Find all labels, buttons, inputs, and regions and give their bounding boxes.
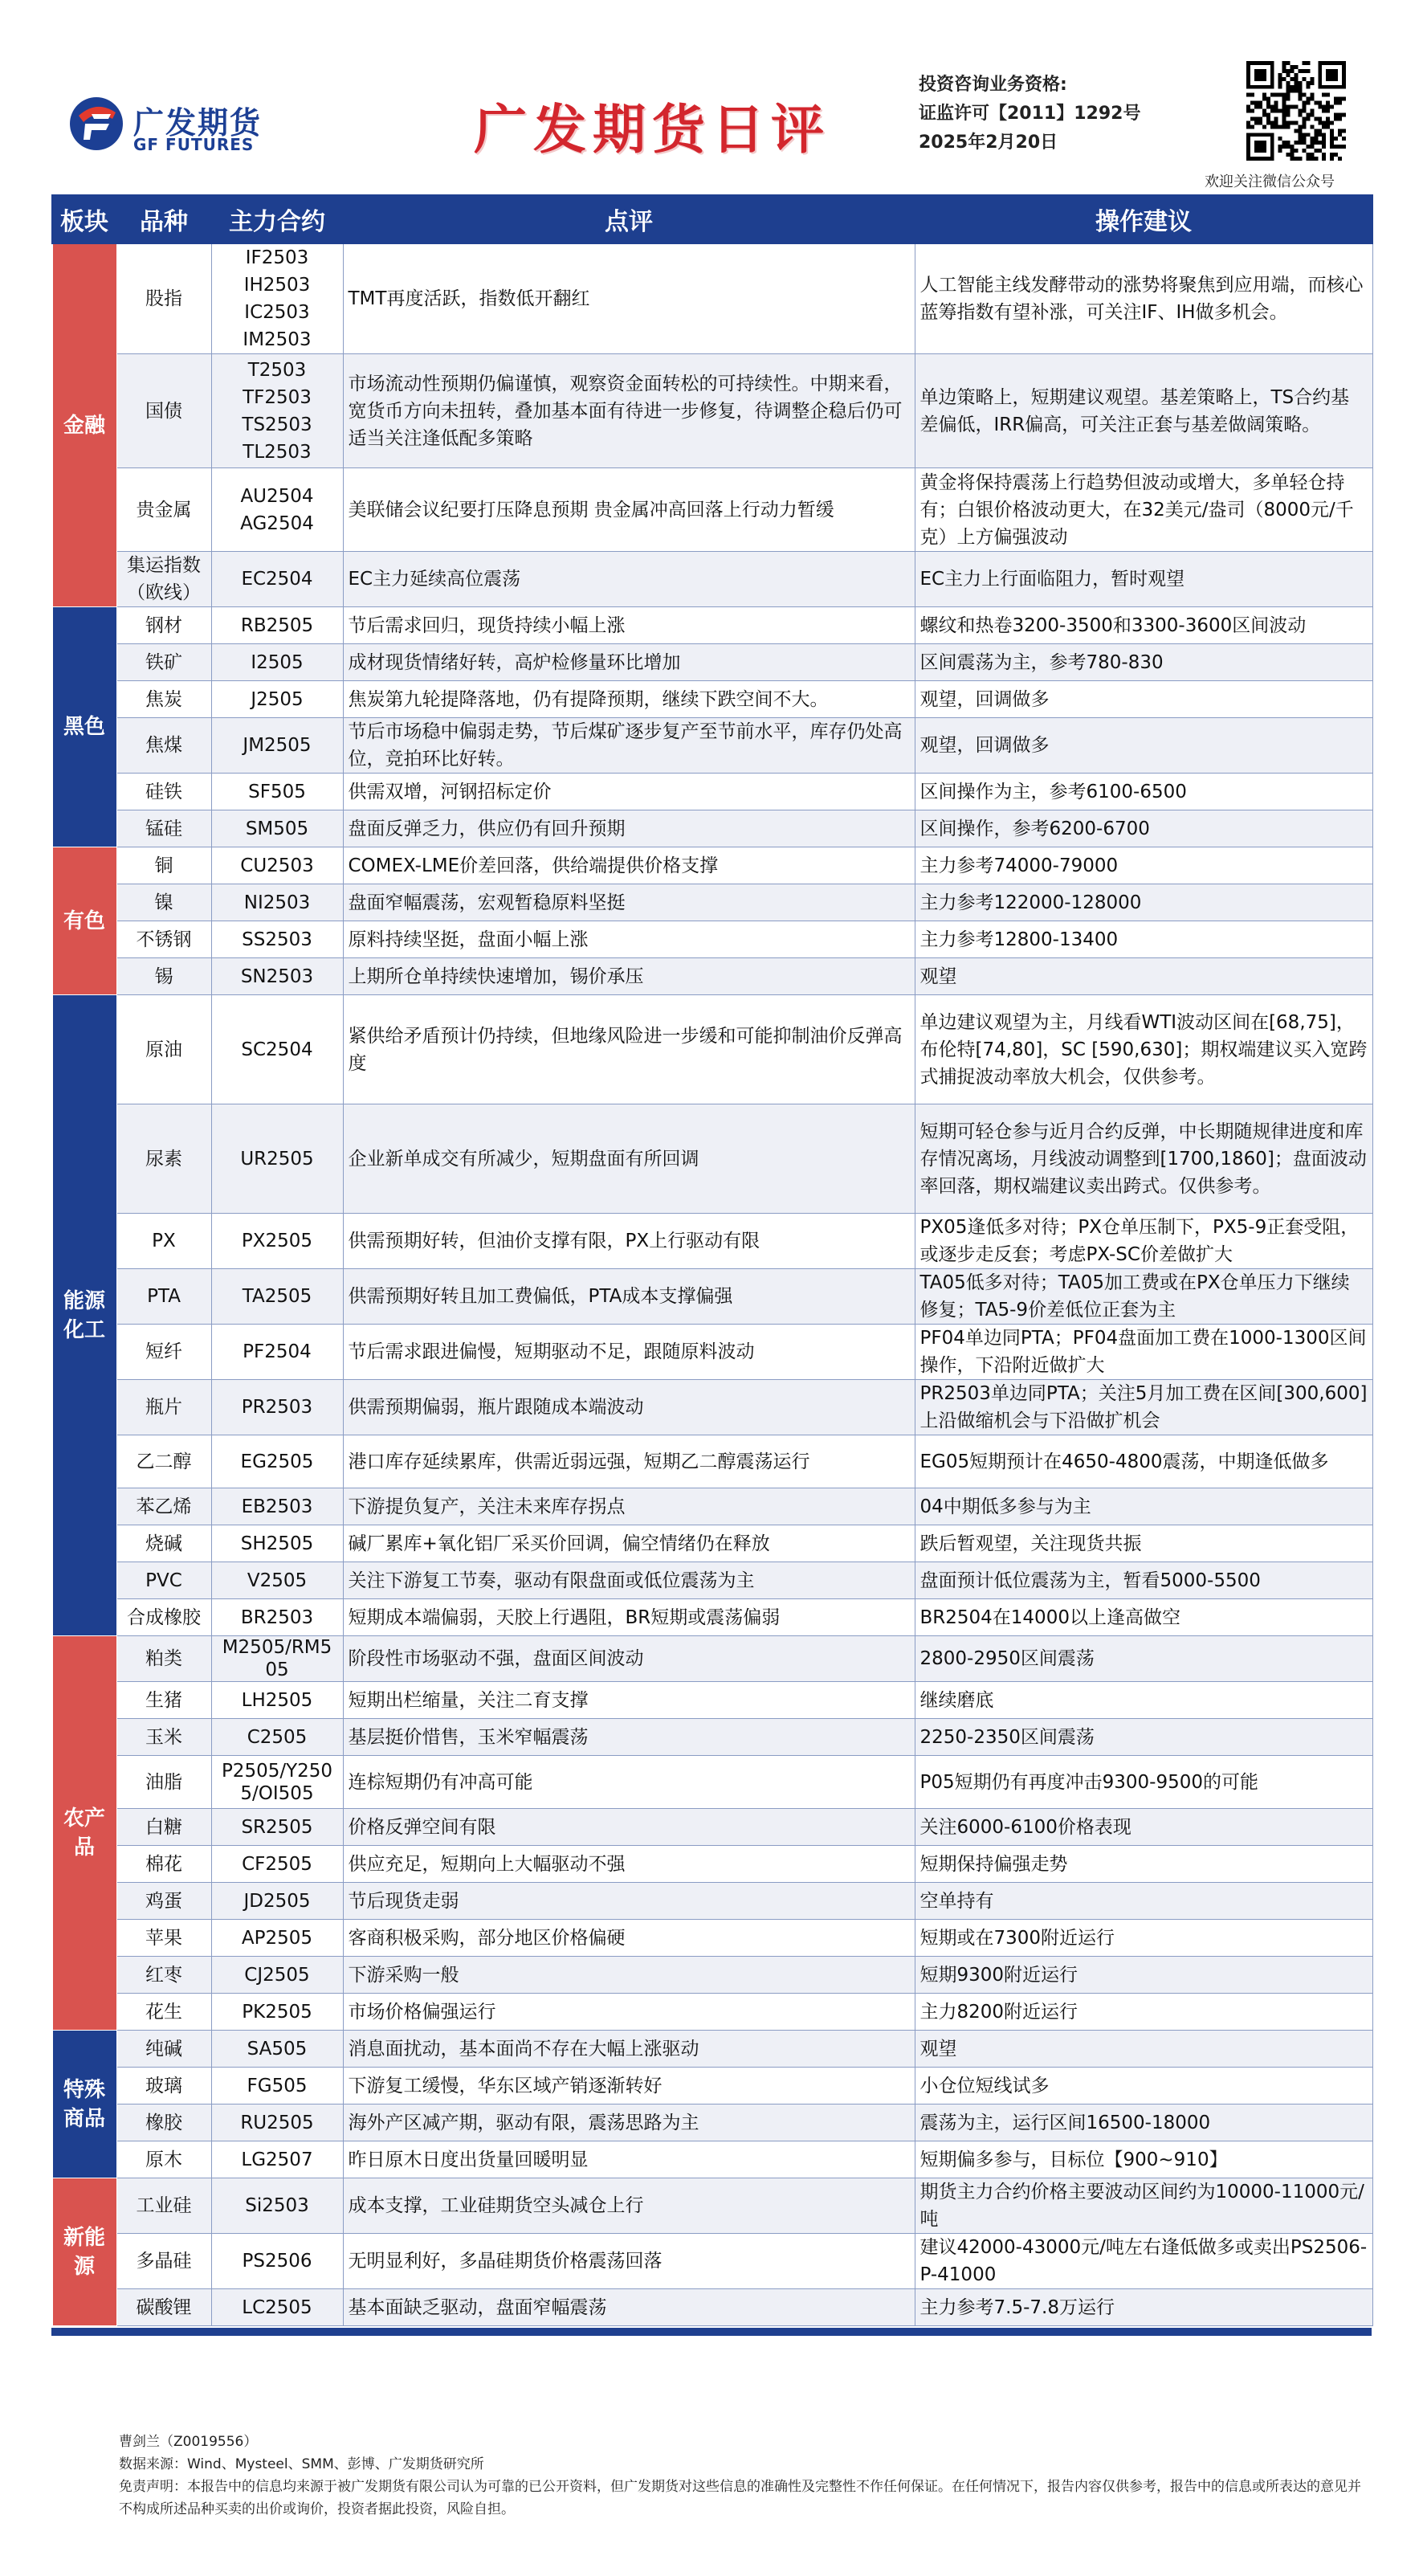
table-row xyxy=(52,847,1372,884)
variety-cell: 粕类 xyxy=(116,1636,211,1682)
advice-cell: 观望 xyxy=(915,958,1372,995)
report-header xyxy=(0,0,1423,193)
comment-cell: 成本支撑，工业硅期货空头减仓上行 xyxy=(343,2178,915,2234)
comment-cell: 供应充足，短期向上大幅驱动不强 xyxy=(343,1846,915,1883)
variety-cell: 焦炭 xyxy=(116,681,211,718)
comment-cell: 供需预期好转，但油价支撑有限，PX上行驱动有限 xyxy=(343,1214,915,1269)
table-row xyxy=(52,1488,1372,1525)
table-row xyxy=(52,1525,1372,1562)
comment-cell: 价格反弹空间有限 xyxy=(343,1809,915,1846)
comment-cell: 供需双增，河钢招标定价 xyxy=(343,774,915,810)
disclaimer: 免责声明：本报告中的信息均来源于被广发期货有限公司认为可靠的已公开资料，但广发期货对这些信息的准确性及完整性不作任何保证。在任何情况下，报告内容仅供参考，报告中的信息或所表达的意见并不构成所述品种买卖的出价或询价，投资者据此投资，风险自担。 xyxy=(119,2479,1361,2517)
comment-cell: 成材现货情绪好转，高炉检修量环比增加 xyxy=(343,644,915,681)
table-row xyxy=(52,1599,1372,1636)
advice-cell: 单边建议观望为主，月线看WTI波动区间在[68,75]，布伦特[74,80]，SC [590,630]；期权端建议买入宽跨式捕捉波动率放大机会，仅供参考。 xyxy=(915,995,1372,1104)
comment-cell: 基层挺价惜售，玉米窄幅震荡 xyxy=(343,1719,915,1756)
advice-cell: 建议42000-43000元/吨左右逢低做多或卖出PS2506-P-41000 xyxy=(915,2234,1372,2289)
variety-cell: 玉米 xyxy=(116,1719,211,1756)
table-row xyxy=(52,2141,1372,2178)
advice-cell: 跌后暂观望，关注现货共振 xyxy=(915,1525,1372,1562)
contract-cell: P2505/Y2505/OI505 xyxy=(211,1756,343,1809)
advice-cell: EG05短期预计在4650-4800震荡，中期逢低做多 xyxy=(915,1435,1372,1488)
advice-cell: 短期偏多参与，目标位【900~910】 xyxy=(915,2141,1372,2178)
comment-cell: 美联储会议纪要打压降息预期 贵金属冲高回落上行动力暂缓 xyxy=(343,468,915,552)
contract-cell: PS2506 xyxy=(211,2234,343,2289)
advice-cell: 区间操作为主，参考6100-6500 xyxy=(915,774,1372,810)
comment-cell: 市场流动性预期仍偏谨慎，观察资金面转松的可持续性。中期来看，宽货币方向未扭转，叠加基本面有待进一步修复，待调整企稳后仍可适当关注逢低配多策略 xyxy=(343,354,915,468)
variety-cell: 苯乙烯 xyxy=(116,1488,211,1525)
comment-cell: 关注下游复工节奏，驱动有限盘面或低位震荡为主 xyxy=(343,1562,915,1599)
sector-cell: 特殊商品 xyxy=(52,2031,116,2178)
table-row xyxy=(52,2031,1372,2068)
table-row xyxy=(52,1380,1372,1435)
comment-cell: 客商积极采购，部分地区价格偏硬 xyxy=(343,1920,915,1957)
col-header-sector: 板块 xyxy=(52,195,116,243)
contract-cell: M2505/RM505 xyxy=(211,1636,343,1682)
advice-cell: 关注6000-6100价格表现 xyxy=(915,1809,1372,1846)
advice-cell: 2250-2350区间震荡 xyxy=(915,1719,1372,1756)
col-header-advice: 操作建议 xyxy=(915,195,1372,243)
comment-cell: 下游采购一般 xyxy=(343,1957,915,1994)
advice-cell: 短期保持偏强走势 xyxy=(915,1846,1372,1883)
variety-cell: 铜 xyxy=(116,847,211,884)
contract-cell: RB2505 xyxy=(211,607,343,644)
advice-cell: 04中期低多参与为主 xyxy=(915,1488,1372,1525)
variety-cell: 焦煤 xyxy=(116,718,211,774)
report-date: 2025年2月20日 xyxy=(919,133,1058,153)
sector-cell: 农产品 xyxy=(52,1636,116,2031)
variety-cell: 原木 xyxy=(116,2141,211,2178)
variety-cell: 锡 xyxy=(116,958,211,995)
variety-cell: 橡胶 xyxy=(116,2104,211,2141)
table-row xyxy=(52,1682,1372,1719)
table-row xyxy=(52,2068,1372,2104)
comment-cell: 港口库存延续累库，供需近弱远强，短期乙二醇震荡运行 xyxy=(343,1435,915,1488)
contract-cell: EC2504 xyxy=(211,552,343,607)
table-row xyxy=(52,2234,1372,2289)
advice-cell: 空单持有 xyxy=(915,1883,1372,1920)
contract-cell: CU2503 xyxy=(211,847,343,884)
advice-cell: 盘面预计低位震荡为主，暂看5000-5500 xyxy=(915,1562,1372,1599)
table-row xyxy=(52,354,1372,468)
variety-cell: 红枣 xyxy=(116,1957,211,1994)
table-row xyxy=(52,1719,1372,1756)
comment-cell: 碱厂累库+氧化铝厂采买价回调，偏空情绪仍在释放 xyxy=(343,1525,915,1562)
table-row xyxy=(52,2289,1372,2326)
report-footer xyxy=(119,2431,1372,2521)
table-row xyxy=(52,810,1372,847)
col-header-comment: 点评 xyxy=(343,195,915,243)
gf-logo-icon xyxy=(67,95,125,153)
contract-cell: JM2505 xyxy=(211,718,343,774)
comment-cell: 盘面反弹乏力，供应仍有回升预期 xyxy=(343,810,915,847)
contract-cell: FG505 xyxy=(211,2068,343,2104)
comment-cell: 短期成本端偏弱，天胶上行遇阻，BR短期或震荡偏弱 xyxy=(343,1599,915,1636)
table-row xyxy=(52,681,1372,718)
comment-cell: 海外产区减产期，驱动有限，震荡思路为主 xyxy=(343,2104,915,2141)
contract-cell: CJ2505 xyxy=(211,1957,343,1994)
advice-cell: PR2503单边同PTA；关注5月加工费在区间[300,600]上沿做缩机会与下沿做扩机会 xyxy=(915,1380,1372,1435)
advice-cell: 主力参考122000-128000 xyxy=(915,884,1372,921)
comment-cell: 节后现货走弱 xyxy=(343,1883,915,1920)
qualification-info xyxy=(919,71,1140,157)
variety-cell: 白糖 xyxy=(116,1809,211,1846)
advice-cell: BR2504在14000以上逢高做空 xyxy=(915,1599,1372,1636)
gf-logo xyxy=(67,95,268,159)
comment-cell: 无明显利好，多晶硅期货价格震荡回落 xyxy=(343,2234,915,2289)
advice-cell: 短期可轻仓参与近月合约反弹，中长期随规律进度和库存情况离场，月线波动调整到[1700,1860]；盘面波动率回落，期权端建议卖出跨式。仅供参考。 xyxy=(915,1104,1372,1214)
contract-cell: PK2505 xyxy=(211,1994,343,2031)
comment-cell: 阶段性市场驱动不强，盘面区间波动 xyxy=(343,1636,915,1682)
table-row xyxy=(52,1994,1372,2031)
advice-cell: 继续磨底 xyxy=(915,1682,1372,1719)
table-bottom-bar xyxy=(51,2328,1372,2336)
comment-cell: 短期出栏缩量，关注二育支撑 xyxy=(343,1682,915,1719)
contract-cell: JD2505 xyxy=(211,1883,343,1920)
table-row xyxy=(52,607,1372,644)
comment-cell: 原料持续坚挺，盘面小幅上涨 xyxy=(343,921,915,958)
analyst-name: 曹剑兰（Z0019556） xyxy=(119,2434,258,2450)
contract-cell: IF2503 IH2503 IC2503 IM2503 xyxy=(211,243,343,354)
variety-cell: 锰硅 xyxy=(116,810,211,847)
advice-cell: 小仓位短线试多 xyxy=(915,2068,1372,2104)
variety-cell: 棉花 xyxy=(116,1846,211,1883)
contract-cell: SH2505 xyxy=(211,1525,343,1562)
contract-cell: C2505 xyxy=(211,1719,343,1756)
contract-cell: PX2505 xyxy=(211,1214,343,1269)
table-row xyxy=(52,1104,1372,1214)
variety-cell: PTA xyxy=(116,1269,211,1325)
variety-cell: 油脂 xyxy=(116,1756,211,1809)
table-row xyxy=(52,718,1372,774)
advice-cell: 短期9300附近运行 xyxy=(915,1957,1372,1994)
table-row xyxy=(52,995,1372,1104)
comment-cell: 节后市场稳中偏弱走势，节后煤矿逐步复产至节前水平，库存仍处高位，竞拍环比好转。 xyxy=(343,718,915,774)
comment-cell: COMEX-LME价差回落，供给端提供价格支撑 xyxy=(343,847,915,884)
variety-cell: 尿素 xyxy=(116,1104,211,1214)
variety-cell: 工业硅 xyxy=(116,2178,211,2234)
qr-caption: 欢迎关注微信公众号 xyxy=(1205,174,1335,190)
table-row xyxy=(52,1269,1372,1325)
advice-cell: TA05低多对待；TA05加工费或在PX仓单压力下继续修复；TA5-9价差低位正套为主 xyxy=(915,1269,1372,1325)
sector-cell: 新能源 xyxy=(52,2178,116,2326)
contract-cell: SN2503 xyxy=(211,958,343,995)
variety-cell: 瓶片 xyxy=(116,1380,211,1435)
table-row xyxy=(52,884,1372,921)
variety-cell: PX xyxy=(116,1214,211,1269)
comment-cell: EC主力延续高位震荡 xyxy=(343,552,915,607)
variety-cell: 贵金属 xyxy=(116,468,211,552)
advice-cell: 区间操作，参考6200-6700 xyxy=(915,810,1372,847)
page-title: 广发期货日评 xyxy=(474,99,830,161)
table-row xyxy=(52,1562,1372,1599)
table-row xyxy=(52,1636,1372,1682)
contract-cell: SC2504 xyxy=(211,995,343,1104)
comment-cell: 供需预期好转且加工费偏低，PTA成本支撑偏强 xyxy=(343,1269,915,1325)
contract-cell: RU2505 xyxy=(211,2104,343,2141)
table-row xyxy=(52,243,1372,354)
comment-cell: 市场价格偏强运行 xyxy=(343,1994,915,2031)
table-row xyxy=(52,1883,1372,1920)
contract-cell: NI2503 xyxy=(211,884,343,921)
col-header-variety: 品种 xyxy=(116,195,211,243)
qualification-label: 投资咨询业务资格: xyxy=(919,75,1067,95)
variety-cell: 集运指数（欧线） xyxy=(116,552,211,607)
table-row xyxy=(52,2178,1372,2234)
comment-cell: 企业新单成交有所减少，短期盘面有所回调 xyxy=(343,1104,915,1214)
table-row xyxy=(52,552,1372,607)
table-row xyxy=(52,1325,1372,1380)
variety-cell: PVC xyxy=(116,1562,211,1599)
wechat-qr-code xyxy=(1246,61,1346,161)
variety-cell: 碳酸锂 xyxy=(116,2289,211,2326)
advice-cell: 2800-2950区间震荡 xyxy=(915,1636,1372,1682)
comment-cell: 下游提负复产，关注未来库存拐点 xyxy=(343,1488,915,1525)
variety-cell: 烧碱 xyxy=(116,1525,211,1562)
contract-cell: I2505 xyxy=(211,644,343,681)
advice-cell: 震荡为主，运行区间16500-18000 xyxy=(915,2104,1372,2141)
license-number: 证监许可【2011】1292号 xyxy=(919,104,1141,124)
table-row xyxy=(52,1756,1372,1809)
table-row xyxy=(52,958,1372,995)
contract-cell: SS2503 xyxy=(211,921,343,958)
contract-cell: SR2505 xyxy=(211,1809,343,1846)
contract-cell: SA505 xyxy=(211,2031,343,2068)
advice-cell: EC主力上行面临阻力，暂时观望 xyxy=(915,552,1372,607)
table-row xyxy=(52,1957,1372,1994)
variety-cell: 国债 xyxy=(116,354,211,468)
variety-cell: 鸡蛋 xyxy=(116,1883,211,1920)
contract-cell: LH2505 xyxy=(211,1682,343,1719)
advice-cell: 螺纹和热卷3200-3500和3300-3600区间波动 xyxy=(915,607,1372,644)
comment-cell: 供需预期偏弱，瓶片跟随成本端波动 xyxy=(343,1380,915,1435)
contract-cell: SM505 xyxy=(211,810,343,847)
table-row xyxy=(52,1214,1372,1269)
logo-text-cn: 广发期货 xyxy=(133,105,263,141)
contract-cell: AP2505 xyxy=(211,1920,343,1957)
variety-cell: 短纤 xyxy=(116,1325,211,1380)
variety-cell: 合成橡胶 xyxy=(116,1599,211,1636)
advice-cell: 期货主力合约价格主要波动区间约为10000-11000元/吨 xyxy=(915,2178,1372,2234)
table-row xyxy=(52,1435,1372,1488)
logo-text-en: GF FUTURES xyxy=(133,135,255,154)
variety-cell: 硅铁 xyxy=(116,774,211,810)
comment-cell: 紧供给矛盾预计仍持续，但地缘风险进一步缓和可能抑制油价反弹高度 xyxy=(343,995,915,1104)
advice-cell: 单边策略上，短期建议观望。基差策略上，TS合约基差偏低，IRR偏高，可关注正套与基差做阔策略。 xyxy=(915,354,1372,468)
sector-cell: 能源化工 xyxy=(52,995,116,1636)
variety-cell: 多晶硅 xyxy=(116,2234,211,2289)
comment-cell: 下游复工缓慢，华东区域产销逐渐转好 xyxy=(343,2068,915,2104)
contract-cell: LC2505 xyxy=(211,2289,343,2326)
variety-cell: 原油 xyxy=(116,995,211,1104)
comment-cell: 上期所仓单持续快速增加，锡价承压 xyxy=(343,958,915,995)
variety-cell: 不锈钢 xyxy=(116,921,211,958)
variety-cell: 乙二醇 xyxy=(116,1435,211,1488)
variety-cell: 镍 xyxy=(116,884,211,921)
table-row xyxy=(52,644,1372,681)
variety-cell: 玻璃 xyxy=(116,2068,211,2104)
table-header-row xyxy=(52,195,1372,243)
contract-cell: TA2505 xyxy=(211,1269,343,1325)
commentary-table xyxy=(51,194,1372,2326)
advice-cell: PF04单边同PTA；PF04盘面加工费在1000-1300区间操作，下沿附近做扩大 xyxy=(915,1325,1372,1380)
comment-cell: TMT再度活跃，指数低开翻红 xyxy=(343,243,915,354)
sector-cell: 有色 xyxy=(52,847,116,995)
variety-cell: 纯碱 xyxy=(116,2031,211,2068)
comment-cell: 盘面窄幅震荡，宏观暂稳原料坚挺 xyxy=(343,884,915,921)
contract-cell: PF2504 xyxy=(211,1325,343,1380)
contract-cell: T2503 TF2503 TS2503 TL2503 xyxy=(211,354,343,468)
advice-cell: 观望 xyxy=(915,2031,1372,2068)
col-header-contract: 主力合约 xyxy=(211,195,343,243)
advice-cell: 观望，回调做多 xyxy=(915,718,1372,774)
variety-cell: 花生 xyxy=(116,1994,211,2031)
advice-cell: 黄金将保持震荡上行趋势但波动或增大，多单轻仓持有；白银价格波动更大，在32美元/盎司（8000元/千克）上方偏强波动 xyxy=(915,468,1372,552)
variety-cell: 苹果 xyxy=(116,1920,211,1957)
table-row xyxy=(52,1809,1372,1846)
comment-cell: 节后需求回归，现货持续小幅上涨 xyxy=(343,607,915,644)
contract-cell: SF505 xyxy=(211,774,343,810)
data-source: 数据来源：Wind、Mysteel、SMM、彭博、广发期货研究所 xyxy=(119,2456,484,2472)
table-row xyxy=(52,468,1372,552)
advice-cell: 短期或在7300附近运行 xyxy=(915,1920,1372,1957)
contract-cell: V2505 xyxy=(211,1562,343,1599)
variety-cell: 股指 xyxy=(116,243,211,354)
table-row xyxy=(52,1920,1372,1957)
variety-cell: 铁矿 xyxy=(116,644,211,681)
sector-cell: 金融 xyxy=(52,243,116,607)
advice-cell: 主力8200附近运行 xyxy=(915,1994,1372,2031)
comment-cell: 焦炭第九轮提降落地，仍有提降预期，继续下跌空间不大。 xyxy=(343,681,915,718)
table-row xyxy=(52,774,1372,810)
sector-cell: 黑色 xyxy=(52,607,116,847)
advice-cell: P05短期仍有再度冲击9300-9500的可能 xyxy=(915,1756,1372,1809)
variety-cell: 钢材 xyxy=(116,607,211,644)
advice-cell: 区间震荡为主，参考780-830 xyxy=(915,644,1372,681)
contract-cell: UR2505 xyxy=(211,1104,343,1214)
table-row xyxy=(52,2104,1372,2141)
comment-cell: 消息面扰动，基本面尚不存在大幅上涨驱动 xyxy=(343,2031,915,2068)
advice-cell: 主力参考7.5-7.8万运行 xyxy=(915,2289,1372,2326)
variety-cell: 生猪 xyxy=(116,1682,211,1719)
contract-cell: EG2505 xyxy=(211,1435,343,1488)
advice-cell: 人工智能主线发酵带动的涨势将聚焦到应用端，而核心蓝筹指数有望补涨，可关注IF、IH做多机会。 xyxy=(915,243,1372,354)
contract-cell: CF2505 xyxy=(211,1846,343,1883)
advice-cell: 主力参考74000-79000 xyxy=(915,847,1372,884)
advice-cell: 主力参考12800-13400 xyxy=(915,921,1372,958)
table-row xyxy=(52,1846,1372,1883)
comment-cell: 节后需求跟进偏慢，短期驱动不足，跟随原料波动 xyxy=(343,1325,915,1380)
comment-cell: 昨日原木日度出货量回暖明显 xyxy=(343,2141,915,2178)
contract-cell: Si2503 xyxy=(211,2178,343,2234)
table-row xyxy=(52,921,1372,958)
contract-cell: LG2507 xyxy=(211,2141,343,2178)
advice-cell: 观望，回调做多 xyxy=(915,681,1372,718)
contract-cell: J2505 xyxy=(211,681,343,718)
contract-cell: EB2503 xyxy=(211,1488,343,1525)
comment-cell: 基本面缺乏驱动，盘面窄幅震荡 xyxy=(343,2289,915,2326)
comment-cell: 连棕短期仍有冲高可能 xyxy=(343,1756,915,1809)
contract-cell: BR2503 xyxy=(211,1599,343,1636)
contract-cell: PR2503 xyxy=(211,1380,343,1435)
contract-cell: AU2504 AG2504 xyxy=(211,468,343,552)
advice-cell: PX05逢低多对待；PX仓单压制下，PX5-9正套受阻，或逐步走反套；考虑PX-SC价差做扩大 xyxy=(915,1214,1372,1269)
